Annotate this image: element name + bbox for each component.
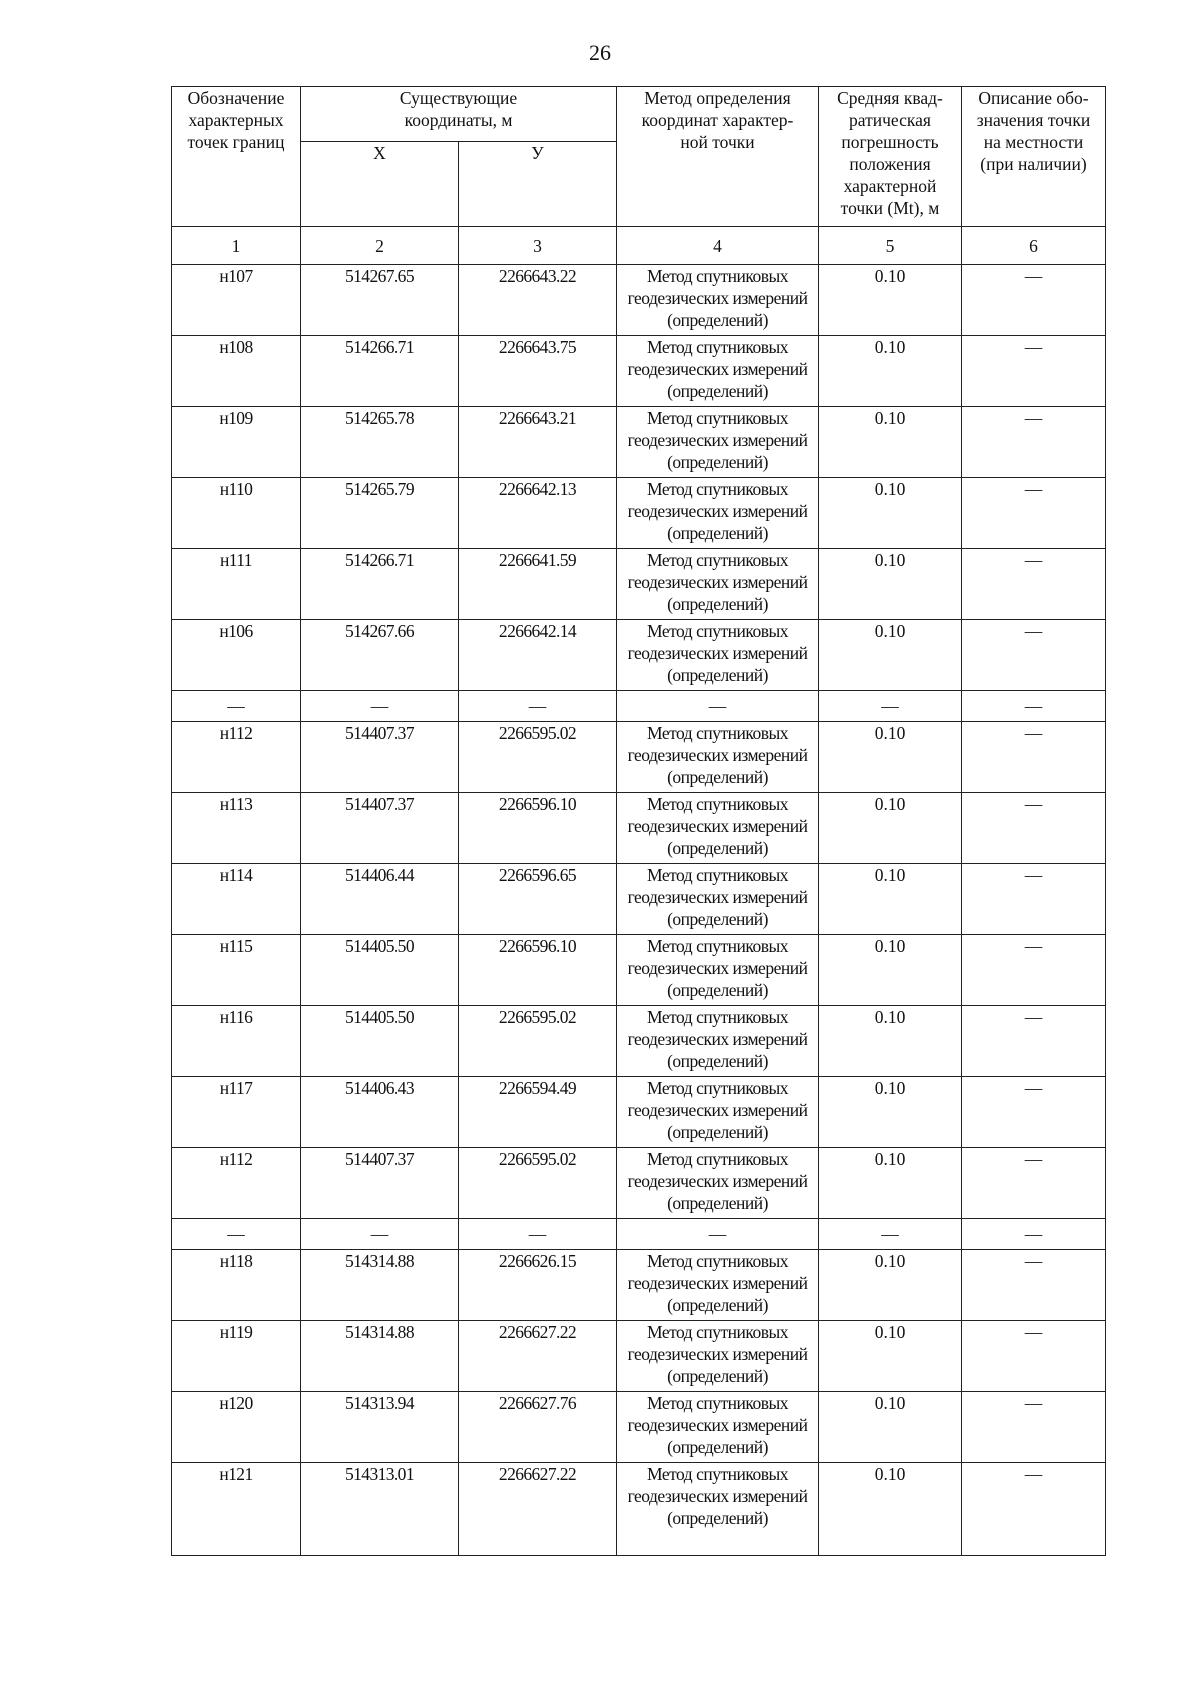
method-line: (определений) bbox=[667, 1193, 768, 1213]
table-row bbox=[172, 549, 1106, 620]
column-number-row bbox=[172, 227, 1106, 265]
coord-x: 514314.88 bbox=[301, 1321, 459, 1392]
table-row bbox=[172, 1392, 1106, 1463]
method-line: геодезических измерений bbox=[627, 816, 808, 836]
column-number: 6 bbox=[962, 227, 1106, 265]
method-line: геодезических измерений bbox=[627, 430, 808, 450]
method-line: Метод спутниковых bbox=[647, 723, 788, 743]
error-value: 0.10 bbox=[819, 407, 962, 478]
error-value: 0.10 bbox=[819, 935, 962, 1006]
point-designation: н113 bbox=[172, 793, 301, 864]
method-line: Метод спутниковых bbox=[647, 408, 788, 428]
coord-y: 2266595.02 bbox=[459, 722, 617, 793]
method-line: (определений) bbox=[667, 838, 768, 858]
separator-dash: — bbox=[172, 691, 301, 722]
method-cell bbox=[617, 1463, 819, 1556]
method-cell bbox=[617, 549, 819, 620]
description-value: — bbox=[962, 1392, 1106, 1463]
method-line: геодезических измерений bbox=[627, 1486, 808, 1506]
method-line: (определений) bbox=[667, 980, 768, 1000]
coord-y: 2266643.22 bbox=[459, 265, 617, 336]
method-line: геодезических измерений bbox=[627, 745, 808, 765]
method-line: (определений) bbox=[667, 523, 768, 543]
method-line: (определений) bbox=[667, 594, 768, 614]
method-line: Метод спутниковых bbox=[647, 865, 788, 885]
error-value: 0.10 bbox=[819, 620, 962, 691]
coord-y: 2266627.22 bbox=[459, 1321, 617, 1392]
table-row bbox=[172, 1250, 1106, 1321]
method-line: Метод спутниковых bbox=[647, 936, 788, 956]
table-row bbox=[172, 864, 1106, 935]
point-designation: н112 bbox=[172, 1148, 301, 1219]
method-line: геодезических измерений bbox=[627, 501, 808, 521]
header-description: Описание обо- значения точки на местности (при наличии) bbox=[962, 87, 1106, 227]
method-cell bbox=[617, 620, 819, 691]
description-value: — bbox=[962, 407, 1106, 478]
point-designation: н120 bbox=[172, 1392, 301, 1463]
header-error: Средняя квад- ратическая погрешность положения характерной точки (Mt), м bbox=[819, 87, 962, 227]
description-value: — bbox=[962, 1148, 1106, 1219]
separator-row bbox=[172, 1219, 1106, 1250]
table-body bbox=[172, 265, 1106, 1556]
coord-y: 2266626.15 bbox=[459, 1250, 617, 1321]
description-value: — bbox=[962, 864, 1106, 935]
method-line: Метод спутниковых bbox=[647, 479, 788, 499]
separator-dash: — bbox=[962, 691, 1106, 722]
point-designation: н111 bbox=[172, 549, 301, 620]
description-value: — bbox=[962, 549, 1106, 620]
coord-y: 2266642.14 bbox=[459, 620, 617, 691]
coord-y: 2266642.13 bbox=[459, 478, 617, 549]
error-value: 0.10 bbox=[819, 265, 962, 336]
separator-dash: — bbox=[301, 691, 459, 722]
point-designation: н117 bbox=[172, 1077, 301, 1148]
column-number: 5 bbox=[819, 227, 962, 265]
coord-x: 514314.88 bbox=[301, 1250, 459, 1321]
point-designation: н118 bbox=[172, 1250, 301, 1321]
method-line: (определений) bbox=[667, 665, 768, 685]
table-row bbox=[172, 1077, 1106, 1148]
method-cell bbox=[617, 407, 819, 478]
point-designation: н121 bbox=[172, 1463, 301, 1556]
point-designation: н106 bbox=[172, 620, 301, 691]
coord-y: 2266627.76 bbox=[459, 1392, 617, 1463]
point-designation: н107 bbox=[172, 265, 301, 336]
column-number: 2 bbox=[301, 227, 459, 265]
error-value: 0.10 bbox=[819, 864, 962, 935]
coord-x: 514407.37 bbox=[301, 722, 459, 793]
point-designation: н110 bbox=[172, 478, 301, 549]
method-line: Метод спутниковых bbox=[647, 1464, 788, 1484]
method-line: (определений) bbox=[667, 1122, 768, 1142]
method-line: (определений) bbox=[667, 909, 768, 929]
point-designation: н119 bbox=[172, 1321, 301, 1392]
error-value: 0.10 bbox=[819, 478, 962, 549]
table-row bbox=[172, 265, 1106, 336]
table-row bbox=[172, 336, 1106, 407]
coord-x: 514266.71 bbox=[301, 336, 459, 407]
coord-x: 514407.37 bbox=[301, 793, 459, 864]
point-designation: н116 bbox=[172, 1006, 301, 1077]
method-line: Метод спутниковых bbox=[647, 1251, 788, 1271]
point-designation: н109 bbox=[172, 407, 301, 478]
method-line: Метод спутниковых bbox=[647, 1007, 788, 1027]
point-designation: н108 bbox=[172, 336, 301, 407]
table-row bbox=[172, 1321, 1106, 1392]
coord-y: 2266643.75 bbox=[459, 336, 617, 407]
method-line: геодезических измерений bbox=[627, 1273, 808, 1293]
description-value: — bbox=[962, 1077, 1106, 1148]
coord-y: 2266595.02 bbox=[459, 1148, 617, 1219]
method-cell bbox=[617, 478, 819, 549]
coord-x: 514407.37 bbox=[301, 1148, 459, 1219]
method-cell bbox=[617, 1321, 819, 1392]
point-designation: н115 bbox=[172, 935, 301, 1006]
error-value: 0.10 bbox=[819, 793, 962, 864]
separator-dash: — bbox=[459, 1219, 617, 1250]
method-line: геодезических измерений bbox=[627, 643, 808, 663]
coord-x: 514267.66 bbox=[301, 620, 459, 691]
method-line: (определений) bbox=[667, 1295, 768, 1315]
header-x: Х bbox=[301, 142, 459, 227]
method-line: Метод спутниковых bbox=[647, 794, 788, 814]
description-value: — bbox=[962, 722, 1106, 793]
method-line: Метод спутниковых bbox=[647, 1149, 788, 1169]
error-value: 0.10 bbox=[819, 336, 962, 407]
coord-y: 2266596.65 bbox=[459, 864, 617, 935]
method-line: (определений) bbox=[667, 1508, 768, 1528]
method-line: (определений) bbox=[667, 1366, 768, 1386]
column-number: 4 bbox=[617, 227, 819, 265]
method-line: геодезических измерений bbox=[627, 958, 808, 978]
method-cell bbox=[617, 265, 819, 336]
coord-x: 514406.44 bbox=[301, 864, 459, 935]
method-cell bbox=[617, 1077, 819, 1148]
table-row bbox=[172, 722, 1106, 793]
coord-x: 514313.94 bbox=[301, 1392, 459, 1463]
header-method: Метод определения координат характер- ной точки bbox=[617, 87, 819, 227]
description-value: — bbox=[962, 1250, 1106, 1321]
description-value: — bbox=[962, 935, 1106, 1006]
header-coords-group: Существующие координаты, м bbox=[301, 87, 617, 142]
table-row bbox=[172, 935, 1106, 1006]
error-value: 0.10 bbox=[819, 722, 962, 793]
method-cell bbox=[617, 1392, 819, 1463]
table-row bbox=[172, 620, 1106, 691]
method-line: геодезических измерений bbox=[627, 1029, 808, 1049]
table-row bbox=[172, 1463, 1106, 1556]
point-designation: н112 bbox=[172, 722, 301, 793]
method-line: геодезических измерений bbox=[627, 359, 808, 379]
method-line: Метод спутниковых bbox=[647, 1078, 788, 1098]
error-value: 0.10 bbox=[819, 1250, 962, 1321]
error-value: 0.10 bbox=[819, 549, 962, 620]
method-line: Метод спутниковых bbox=[647, 1322, 788, 1342]
method-line: Метод спутниковых bbox=[647, 266, 788, 286]
description-value: — bbox=[962, 620, 1106, 691]
coord-x: 514405.50 bbox=[301, 1006, 459, 1077]
method-cell bbox=[617, 722, 819, 793]
description-value: — bbox=[962, 336, 1106, 407]
coord-y: 2266643.21 bbox=[459, 407, 617, 478]
error-value: 0.10 bbox=[819, 1463, 962, 1556]
header-designation: Обозначение характерных точек границ bbox=[172, 87, 301, 227]
method-line: геодезических измерений bbox=[627, 1415, 808, 1435]
error-value: 0.10 bbox=[819, 1392, 962, 1463]
table-row bbox=[172, 1006, 1106, 1077]
description-value: — bbox=[962, 1006, 1106, 1077]
separator-dash: — bbox=[962, 1219, 1106, 1250]
method-line: (определений) bbox=[667, 310, 768, 330]
method-cell bbox=[617, 336, 819, 407]
coord-x: 514313.01 bbox=[301, 1463, 459, 1556]
description-value: — bbox=[962, 478, 1106, 549]
coord-x: 514405.50 bbox=[301, 935, 459, 1006]
method-line: геодезических измерений bbox=[627, 572, 808, 592]
point-designation: н114 bbox=[172, 864, 301, 935]
description-value: — bbox=[962, 265, 1106, 336]
coord-x: 514267.65 bbox=[301, 265, 459, 336]
method-line: Метод спутниковых bbox=[647, 1393, 788, 1413]
method-line: геодезических измерений bbox=[627, 1344, 808, 1364]
coord-y: 2266596.10 bbox=[459, 935, 617, 1006]
description-value: — bbox=[962, 1463, 1106, 1556]
description-value: — bbox=[962, 793, 1106, 864]
coord-x: 514265.78 bbox=[301, 407, 459, 478]
coord-y: 2266596.10 bbox=[459, 793, 617, 864]
method-line: геодезических измерений bbox=[627, 1171, 808, 1191]
method-cell bbox=[617, 1250, 819, 1321]
method-line: геодезических измерений bbox=[627, 887, 808, 907]
method-line: геодезических измерений bbox=[627, 288, 808, 308]
error-value: 0.10 bbox=[819, 1006, 962, 1077]
table-row bbox=[172, 1148, 1106, 1219]
header-y: У bbox=[459, 142, 617, 227]
separator-dash: — bbox=[617, 691, 819, 722]
coord-y: 2266594.49 bbox=[459, 1077, 617, 1148]
method-line: Метод спутниковых bbox=[647, 337, 788, 357]
method-line: геодезических измерений bbox=[627, 1100, 808, 1120]
error-value: 0.10 bbox=[819, 1321, 962, 1392]
method-cell bbox=[617, 935, 819, 1006]
error-value: 0.10 bbox=[819, 1148, 962, 1219]
method-cell bbox=[617, 1006, 819, 1077]
method-line: Метод спутниковых bbox=[647, 621, 788, 641]
header-row bbox=[172, 87, 1106, 142]
separator-dash: — bbox=[617, 1219, 819, 1250]
separator-dash: — bbox=[459, 691, 617, 722]
error-value: 0.10 bbox=[819, 1077, 962, 1148]
method-cell bbox=[617, 1148, 819, 1219]
coord-x: 514266.71 bbox=[301, 549, 459, 620]
method-line: (определений) bbox=[667, 1051, 768, 1071]
page-number: 26 bbox=[589, 40, 611, 65]
coord-x: 514265.79 bbox=[301, 478, 459, 549]
table-row bbox=[172, 478, 1106, 549]
method-line: (определений) bbox=[667, 452, 768, 472]
separator-dash: — bbox=[172, 1219, 301, 1250]
coordinates-table bbox=[171, 86, 1106, 1556]
description-value: — bbox=[962, 1321, 1106, 1392]
method-line: (определений) bbox=[667, 381, 768, 401]
column-number: 3 bbox=[459, 227, 617, 265]
coord-y: 2266641.59 bbox=[459, 549, 617, 620]
column-number: 1 bbox=[172, 227, 301, 265]
separator-dash: — bbox=[819, 1219, 962, 1250]
coord-x: 514406.43 bbox=[301, 1077, 459, 1148]
separator-dash: — bbox=[301, 1219, 459, 1250]
coord-y: 2266595.02 bbox=[459, 1006, 617, 1077]
method-line: Метод спутниковых bbox=[647, 550, 788, 570]
method-line: (определений) bbox=[667, 767, 768, 787]
separator-dash: — bbox=[819, 691, 962, 722]
coord-y: 2266627.22 bbox=[459, 1463, 617, 1556]
table-row bbox=[172, 407, 1106, 478]
method-cell bbox=[617, 793, 819, 864]
method-cell bbox=[617, 864, 819, 935]
table-row bbox=[172, 793, 1106, 864]
separator-row bbox=[172, 691, 1106, 722]
method-line: (определений) bbox=[667, 1437, 768, 1457]
